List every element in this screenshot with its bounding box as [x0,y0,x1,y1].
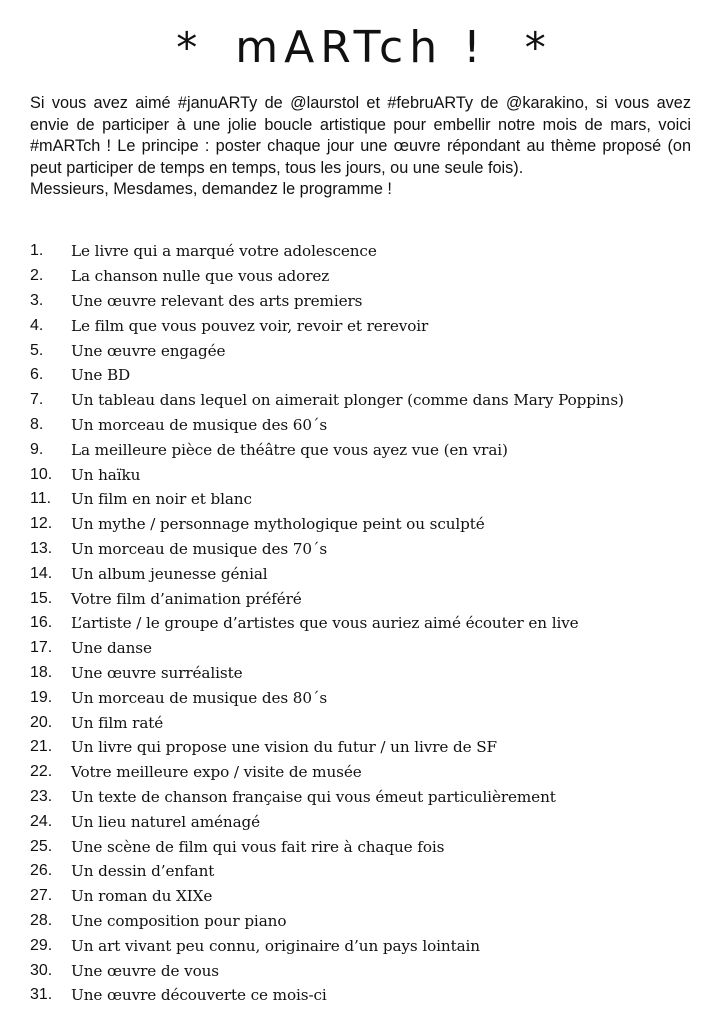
intro-paragraph: Si vous avez aimé #januARTy de @laurstol et #februARTy de @karakino, si vous avez envie de participer à une jolie boucle artistique pour embellir notre mois de mars, voici #mARTch ! Le principe : poster chaque jour une œuvre répondant au thème proposé (on peut participer de temps en temps, tous les jours, ou une seule fois). [30,94,691,177]
list-item [30,760,710,785]
list-item-text: Une composition pour piano [71,911,287,930]
list-item-number: 12. [30,515,53,533]
list-item-text: Un tableau dans lequel on aimerait plonger (comme dans Mary Poppins) [71,391,624,410]
list-item [30,437,710,462]
list-item [30,661,710,686]
list-item-number: 19. [30,688,53,706]
list-item-number: 15. [30,589,53,607]
list-item [30,909,710,934]
list-item-text: La meilleure pièce de théâtre que vous ayez vue (en vrai) [71,440,508,459]
list-item-number: 20. [30,713,53,731]
list-item-number: 16. [30,614,53,632]
list-item-text: Un texte de chanson française qui vous émeut particulièrement [71,787,556,806]
theme-list [30,239,710,1008]
title-text: mARTch ! [235,22,487,73]
list-item [30,413,710,438]
list-item-number: 8. [30,415,44,433]
list-item-text: Une œuvre relevant des arts premiers [71,291,363,310]
list-item-text: Un roman du XIXe [71,887,213,906]
list-item-number: 24. [30,812,53,830]
asterisk-right-icon: * [524,23,546,72]
list-item [30,313,710,338]
list-item-text: Un livre qui propose une vision du futur / un livre de SF [71,738,497,757]
list-item-number: 1. [30,242,44,260]
list-item-number: 26. [30,862,53,880]
list-item-text: Un morceau de musique des 60´s [71,415,328,434]
intro-closing: Messieurs, Mesdames, demandez le programme ! [30,180,392,198]
list-item [30,933,710,958]
list-item [30,685,710,710]
list-item-text: Un mythe / personnage mythologique peint ou sculpté [71,515,485,534]
list-item-text: Un lieu naturel aménagé [71,812,261,831]
list-item-text: Votre meilleure expo / visite de musée [71,763,362,782]
list-item-number: 28. [30,911,53,929]
list-item-number: 14. [30,564,53,582]
list-item [30,611,710,636]
page-title [0,18,722,76]
list-item [30,983,710,1008]
list-item [30,834,710,859]
list-item [30,884,710,909]
list-item [30,264,710,289]
list-item-number: 21. [30,738,53,756]
list-item [30,809,710,834]
list-item-number: 30. [30,961,53,979]
list-item-number: 2. [30,267,44,285]
list-item-text: Une œuvre surréaliste [71,663,243,682]
list-item-text: Le livre qui a marqué votre adolescence [71,242,377,261]
list-item-text: Une danse [71,639,152,658]
list-item [30,462,710,487]
list-item [30,388,710,413]
list-item-text: Une œuvre de vous [71,961,219,980]
list-item-text: Un album jeunesse génial [71,564,268,583]
list-item-number: 27. [30,887,53,905]
list-item-text: Un dessin d’enfant [71,862,215,881]
list-item [30,636,710,661]
list-item-text: Un morceau de musique des 70´s [71,539,328,558]
list-item [30,710,710,735]
list-item [30,958,710,983]
list-item-text: Un haïku [71,465,141,484]
list-item-number: 10. [30,465,53,483]
list-item-number: 23. [30,787,53,805]
list-item-number: 17. [30,639,53,657]
list-item-number: 9. [30,440,44,458]
list-item-number: 4. [30,316,44,334]
list-item-text: Une scène de film qui vous fait rire à chaque fois [71,837,445,856]
list-item-text: La chanson nulle que vous adorez [71,267,330,286]
list-item-number: 11. [30,490,52,508]
list-item [30,512,710,537]
list-item [30,338,710,363]
list-item-number: 29. [30,936,53,954]
list-item-number: 18. [30,663,53,681]
list-item [30,785,710,810]
list-item-text: Un film en noir et blanc [71,490,252,509]
list-item-text: Une œuvre découverte ce mois-ci [71,986,327,1005]
list-item-number: 7. [30,391,44,409]
list-item-text: Un morceau de musique des 80´s [71,688,328,707]
list-item-text: L’artiste / le groupe d’artistes que vous auriez aimé écouter en live [71,614,579,633]
list-item [30,859,710,884]
list-item-text: Votre film d’animation préféré [71,589,302,608]
list-item [30,289,710,314]
list-item-number: 5. [30,341,44,359]
list-item-text: Un film raté [71,713,164,732]
list-item-number: 25. [30,837,53,855]
list-item-number: 22. [30,763,53,781]
list-item [30,537,710,562]
list-item [30,487,710,512]
list-item [30,735,710,760]
list-item-text: Une BD [71,366,131,385]
list-item-number: 3. [30,291,44,309]
list-item-text: Une œuvre engagée [71,341,226,360]
list-item-number: 6. [30,366,44,384]
list-item [30,561,710,586]
list-item-number: 13. [30,539,53,557]
list-item [30,239,710,264]
list-item-text: Un art vivant peu connu, originaire d’un pays lointain [71,936,480,955]
list-item [30,363,710,388]
list-item-text: Le film que vous pouvez voir, revoir et rerevoir [71,316,429,335]
list-item [30,586,710,611]
list-item-number: 31. [30,986,53,1004]
asterisk-left-icon: * [176,23,198,72]
intro-section [30,93,691,201]
